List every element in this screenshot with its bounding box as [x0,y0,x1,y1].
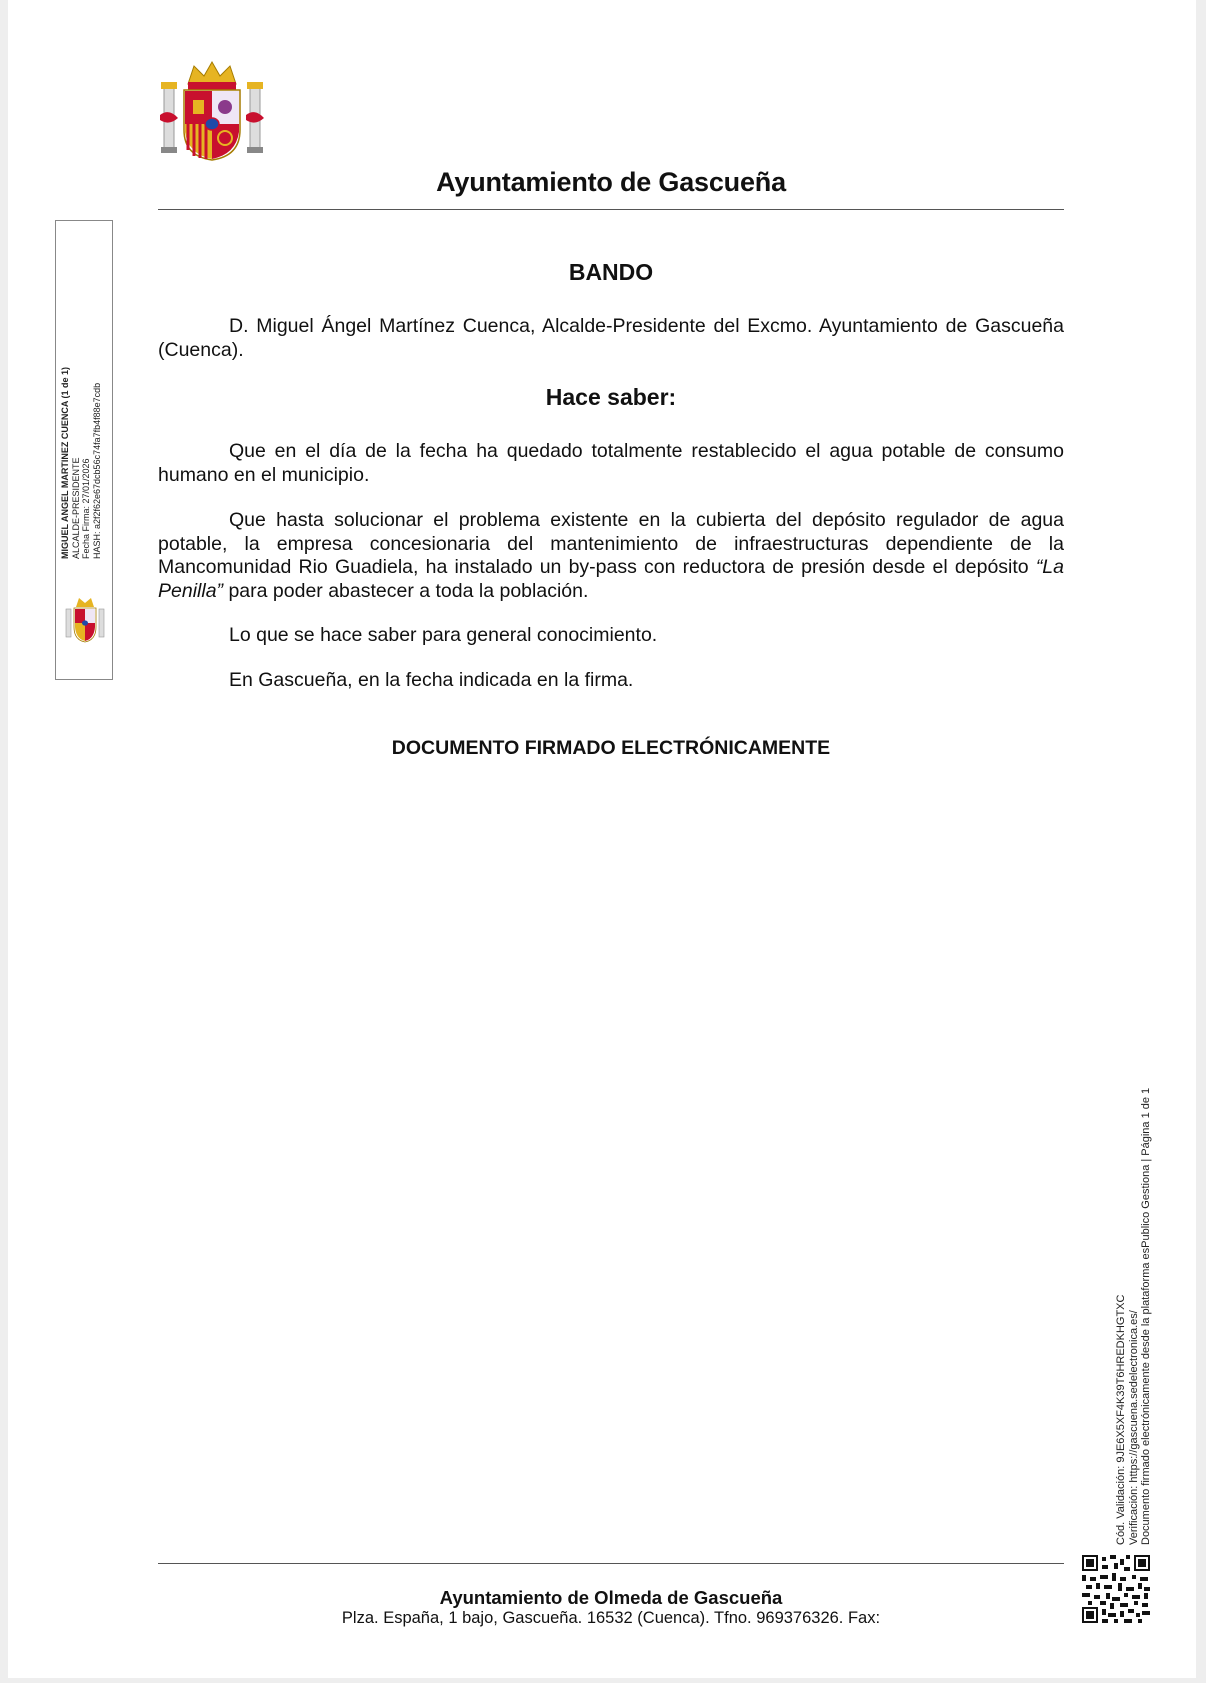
document-heading: BANDO [568,259,654,285]
signature-date: Fecha Firma: 27/01/2026 [81,458,91,559]
signed-electronically-notice: DOCUMENTO FIRMADO ELECTRÓNICAMENTE [391,737,831,759]
spain-coat-of-arms-icon [158,60,266,162]
footer-divider [158,1563,1064,1564]
verification-url[interactable]: Verificación: https://gascuena.sedelectronica.es/ [1127,1310,1140,1545]
signer-role: ALCALDE-PRESIDENTE [70,457,81,559]
footer-title: Ayuntamiento de Olmeda de Gascueña [439,1587,783,1608]
validation-code: Cód. Validación: 9JE6X5XF4K39T6HREDKHGTXC [1115,1294,1127,1545]
footer-address: Plza. España, 1 bajo, Gascueña. 16532 (Cuenca). Tfno. 969376326. Fax: [341,1609,881,1627]
paragraph-place-date: En Gascueña, en la fecha indicada en la firma. [229,669,634,691]
signature-hash: HASH: a2f2f62e67dcb56c74fa7fb4f88e7cdb [91,382,102,559]
paragraph-bypass-text-2: para poder abastecer a toda la población. [223,579,589,602]
header-divider [158,209,1064,210]
paragraph-bypass-deposit-name: “La Penilla” [158,556,1064,602]
paragraph-bypass [158,509,1064,603]
paragraph-general-knowledge: Lo que se hace saber para general conocimiento. [229,624,658,646]
announce-heading: Hace saber: [545,384,677,410]
signature-details [60,367,102,559]
qr-code-icon[interactable] [1082,1555,1150,1623]
platform-notice: Documento firmado electrónicamente desde la plataforma esPublico Gestiona | Página 1 de 1 [1140,1087,1152,1545]
signer-name: MIGUEL ANGEL MARTINEZ CUENCA (1 de 1) [60,366,70,559]
municipality-title: Ayuntamiento de Gascueña [436,167,786,197]
signature-stamp [55,220,113,680]
paragraph-water-restored: Que en el día de la fecha ha quedado totalmente restablecido el agua potable de consumo humano en el municipio. [158,440,1064,486]
verification-block [1115,1088,1153,1545]
paragraph-bypass-text-1: Que hasta solucionar el problema existente en la cubierta del depósito regulador de agua potable, la empresa concesionaria del mantenimiento de infraestructuras dependiente de la Mancomunidad Rio Guadiela, ha instalado un by-pass con reductora de presión desde el depósito [158,509,1064,578]
intro-paragraph: D. Miguel Ángel Martínez Cuenca, Alcalde-Presidente del Excmo. Ayuntamiento de Gascueña (Cuenca). [158,315,1064,361]
document-page [8,0,1196,1678]
stamp-crest-icon [65,595,105,643]
